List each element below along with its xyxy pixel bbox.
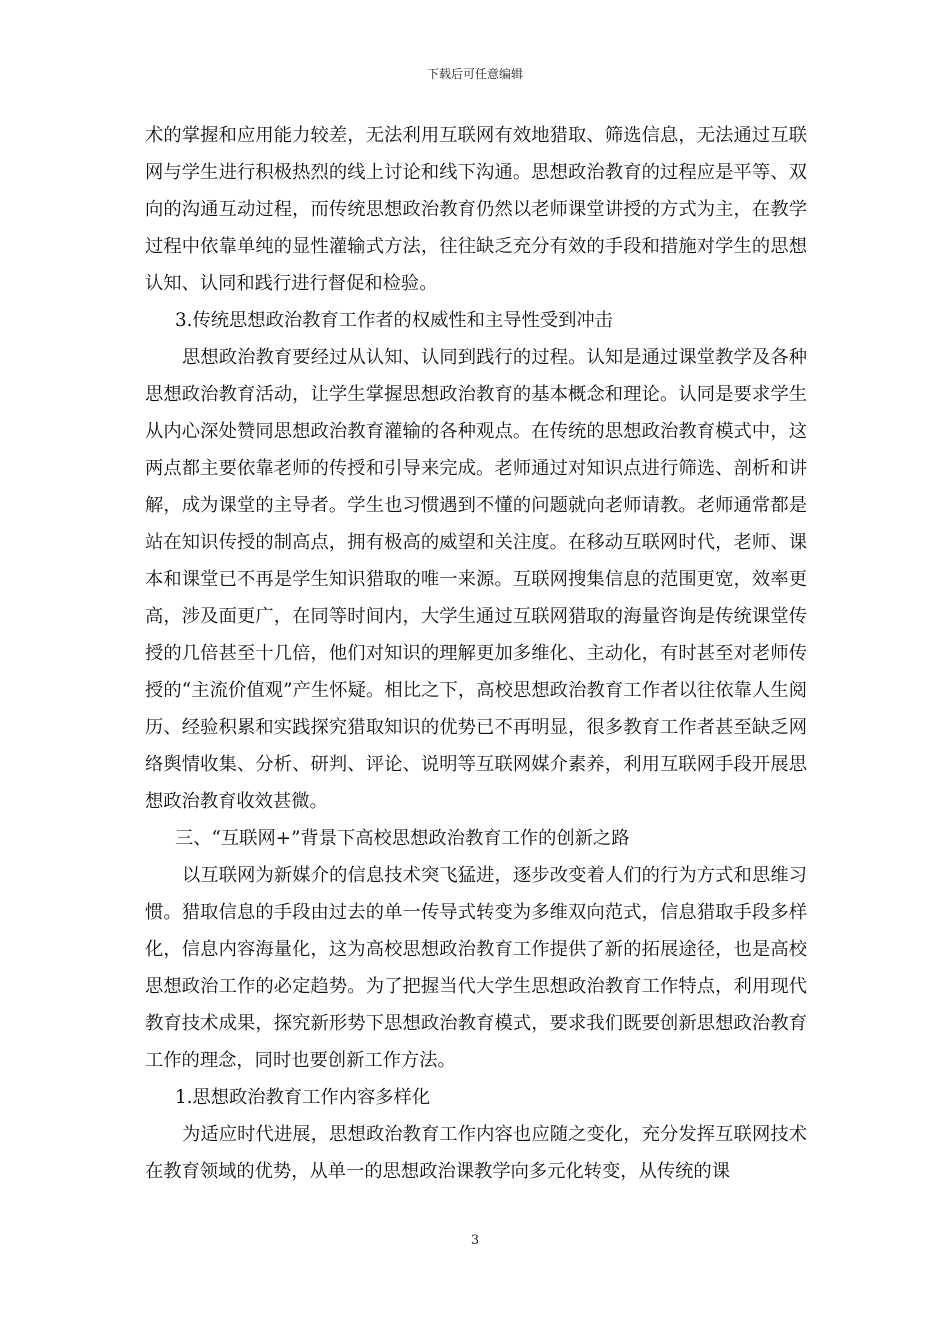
- paragraph-innovation: 以互联网为新媒介的信息技术突飞猛进，逐步改变着人们的行为方式和思维习惯。猎取信息的手段由过去的单一传导式转变为多维双向范式，信息猎取手段多样化，信息内容海量化，这为高校思想政治教育工作提供了新的拓展途径，也是高校思想政治工作的必定趋势。为了把握当代大学生思想政治教育工作特点，利用现代教育技术成果，探究新形势下思想政治教育模式，要求我们既要创新思想政治教育工作的理念，同时也要创新工作方法。: [145, 865, 807, 1071]
- section-heading-3: 3.传统思想政治教育工作者的权威性和主导性受到冲击: [175, 310, 613, 331]
- document-body: [145, 117, 807, 1190]
- page-number: 3: [470, 1233, 480, 1248]
- paragraph-authority: 思想政治教育要经过从认知、认同到践行的过程。认知是通过课堂教学及各种思想政治教育活动，让学生掌握思想政治教育的基本概念和理论。认同是要求学生从内心深处赞同思想政治教育灌输的各种观点。在传统的思想政治教育模式中，这两点都主要依靠老师的传授和引导来完成。老师通过对知识点进行筛选、剖析和讲解，成为课堂的主导者。学生也习惯遇到不懂的问题就向老师请教。老师通常都是站在知识传授的制高点，拥有极高的威望和关注度。在移动互联网时代，老师、课本和课堂已不再是学生知识猎取的唯一来源。互联网搜集信息的范围更宽，效率更高，涉及面更广，在同等时间内，大学生通过互联网猎取的海量咨询是传统课堂传授的几倍甚至十几倍，他们对知识的理解更加多维化、主动化，有时甚至对老师传授的“主流价值观”产生怀疑。相比之下，高校思想政治教育工作者以往依靠人生阅历、经验积累和实践探究猎取知识的优势已不再明显，很多教育工作者甚至缺乏网络舆情收集、分析、研判、评论、说明等互联网媒介素养，利用互联网手段开展思想政治教育收效甚微。: [145, 347, 807, 812]
- paragraph-continued: 术的掌握和应用能力较差，无法利用互联网有效地猎取、筛选信息，无法通过互联网与学生进行积极热烈的线上讨论和线下沟通。思想政治教育的过程应是平等、双向的沟通互动过程，而传统思想政治教育仍然以老师课堂讲授的方式为主，在教学过程中依靠单纯的显性灌输式方法，往往缺乏充分有效的手段和措施对学生的思想认知、认同和践行进行督促和检验。: [145, 125, 807, 294]
- section-heading-innovation: 三、“互联网+”背景下高校思想政治教育工作的创新之路: [175, 828, 630, 849]
- paragraph-content-diversify: 为适应时代进展，思想政治教育工作内容也应随之变化，充分发挥互联网技术在教育领域的优势，从单一的思想政治课教学向多元化转变，从传统的课: [145, 1124, 807, 1182]
- page-header: 下载后可任意编辑: [426, 67, 523, 81]
- section-heading-1: 1.思想政治教育工作内容多样化: [175, 1087, 431, 1108]
